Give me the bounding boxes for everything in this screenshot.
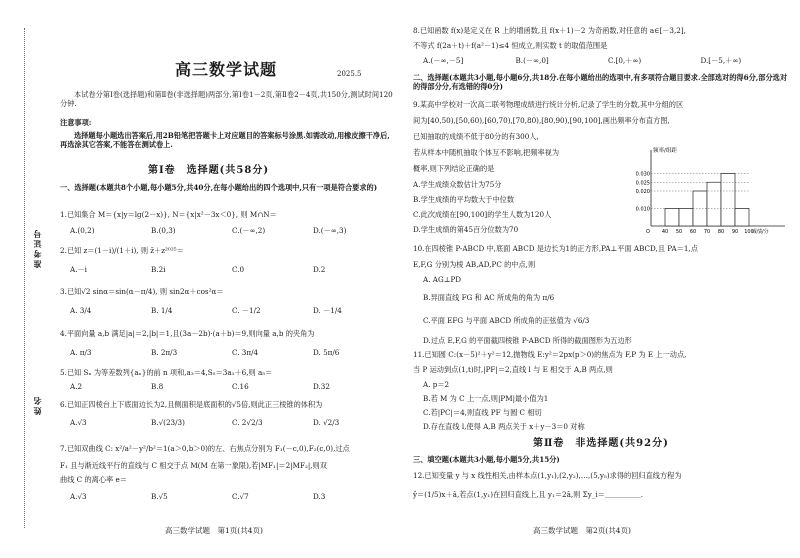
question-9-line-5: 概率,则下列结论正确的是: [413, 164, 495, 173]
part-1-title: 第Ⅰ卷 选择题(共58分): [148, 165, 270, 176]
option: A. AG⊥PD: [423, 275, 462, 284]
option: C.[0,＋∞): [608, 56, 642, 65]
option: A.√3: [70, 418, 87, 427]
x-tick-label: O: [646, 229, 650, 235]
option: A.(0,2): [70, 226, 95, 235]
option: B.(0,3): [151, 226, 176, 235]
y-tick-label: 0.025: [635, 180, 650, 187]
question-6: 6.已知正四棱台上下底面边长为2,且侧面积是底面积的√5倍,则此正三棱锥的体积为: [60, 400, 323, 409]
section-3-heading: 三、填空题(本题共3小题,每小题5分,共15分): [413, 455, 560, 464]
option: A.2: [70, 382, 83, 391]
question-12-line-2: ŷ＝(1/5)x＋â,若点(1,y₁)在回归直线上,且 y₁＝2â,则 Σy_i＝＿＿＿＿＿.: [413, 490, 644, 499]
option: B. 2π/3: [151, 348, 178, 357]
option: B. 1/4: [151, 306, 173, 315]
option: C.16: [232, 382, 249, 391]
x-tick-label: 70: [703, 229, 711, 235]
question-3-options: [70, 306, 394, 315]
option: C. 2√2/3: [232, 418, 263, 427]
option: D. 5π/6: [313, 348, 340, 357]
option: B.2i: [151, 265, 166, 274]
exam-intro: 本试卷分第Ⅰ卷(选择题)和第Ⅱ卷(非选择题)两部分,第Ⅰ卷1－2页,第Ⅱ卷2－4页,共150分,测试时间120分钟.: [60, 90, 393, 109]
x-axis-label: 成绩/分: [752, 229, 769, 235]
question-7-line-1: 7.已知双曲线 C: x²/a²－y²/b²＝1(a＞0,b＞0)的左、右焦点分别为 F₁(－c,0),F₂(c,0),过点: [60, 444, 350, 453]
option: B.学生成绩的平均数大于中位数: [413, 195, 515, 204]
question-7-line-2: F₁ 且与渐近线平行的直线与 C 相交于点 M(M 在第一象限),若|MF₁|＝2|MF₂|,则双: [60, 461, 327, 470]
option: D.过点 E,F,G 的平面截四棱锥 P-ABCD 所得的截面图形为五边形: [423, 336, 632, 345]
exam-date: 2025.5: [337, 70, 362, 78]
page-1-footer: 高三数学试题 第1页(共4页): [165, 526, 263, 535]
option: A.学生成绩众数估计为75分: [413, 180, 502, 189]
question-9-line-2: 间为[40,50),[50,60),[60,70),[70,80),[80,90),[90,100],画出频率分布直方图,: [413, 116, 670, 125]
section-1-heading: 一、选择题(本题共8个小题,每小题5分,共40分,在每小题给出的四个选项中,只有一项是符合要求的): [60, 183, 378, 192]
option: A. 3/4: [70, 306, 92, 315]
option: C.0: [232, 265, 245, 274]
notice-title: 注意事项:: [60, 118, 92, 127]
notice-text: 选择题每小题选出答案后,用2B铅笔把答题卡上对应题目的答案标号涂黑.如需改动,用橡皮擦干净后,再选涂其它答案,不能答在测试卷上.: [60, 131, 390, 150]
question-10-line-1: 10.在四棱锥 P-ABCD 中,底面 ABCD 是边长为1的正方形,PA⊥平面 ABCD,且 PA＝1,点: [413, 244, 698, 253]
page-2: [405, 0, 800, 558]
option: B.若 M 为 C 上一点,则|PM|最小值为1: [423, 394, 549, 403]
question-2-options: [70, 265, 394, 274]
question-8-line-1: 8.已知函数 f(x)是定义在 R 上的增函数,且 f(x＋1)－2 为奇函数,对任意的 a∈[－3,2],: [413, 26, 686, 35]
question-12-line-1: 12.已知变量 y 与 x 线性相关,由样本点(1,y₁),(2,y₂),…,(5,y₅)求得的回归直线方程为: [413, 471, 682, 480]
question-4: 4.平面向量 a,b 满足|a|＝2,|b|＝1,且(3a－2b)·(a＋b)＝9,则向量 a,b 的夹角为: [60, 329, 315, 338]
option: D.存在直线 l,使得 A,B 两点关于 x＋y－3＝0 对称: [423, 422, 585, 431]
histogram-bar: [707, 182, 721, 226]
option: B.8: [151, 382, 164, 391]
binding-margin: [0, 0, 52, 558]
option: C.此次成绩在[90,100]的学生人数为120人: [413, 210, 552, 219]
option: C.若|PC|＝4,则直线 PF 与圆 C 相切: [423, 408, 542, 417]
x-tick-label: 40: [661, 229, 669, 235]
option: D.2: [313, 265, 326, 274]
y-axis-label: 频率/组距: [653, 148, 677, 154]
histogram-bar: [679, 209, 693, 227]
option: B.异面直线 FG 和 AC 所成角的角为 π/6: [423, 293, 555, 302]
option: D.学生成绩的第45百分位数为70: [413, 225, 519, 234]
question-8-line-2: 不等式 f(2a＋t)＋f(a²－1)≤4 恒成立,则实数 t 的取值范围是: [413, 41, 608, 50]
question-9-line-4: 若从样本中随机抽取个体互不影响,把频率视为: [413, 148, 560, 157]
y-tick-label: 0.020: [635, 189, 650, 195]
question-5-options: [70, 382, 394, 391]
page-2-footer: 高三数学试题 第2页(共4页): [533, 526, 631, 535]
question-2: 2.已知 z＝(1－i)/(1＋i), 则 z̄＋z²⁰²⁵＝: [60, 246, 184, 255]
x-tick-label: 50: [675, 229, 683, 235]
name-label: 姓名: [32, 395, 42, 415]
histogram-bar: [665, 209, 679, 227]
question-7-options: [70, 492, 394, 501]
option: B.√5: [151, 492, 168, 501]
option: C.平面 EFG 与平面 ABCD 所成角的正弦值为 √6/3: [423, 316, 590, 325]
question-9-line-1: 9.某高中学校对一次高二联考物理成绩进行统计分析,记录了学生的分数,其中分组的区: [413, 100, 684, 109]
y-tick-label: 0.010: [635, 206, 650, 213]
option: A.√3: [70, 492, 87, 501]
part-2-title: 第Ⅱ卷 非选择题(共92分): [533, 438, 669, 449]
option: A.(－∞,－5]: [423, 56, 464, 65]
question-7-line-3: 曲线 C 的离心率 e＝: [60, 475, 127, 484]
question-1: 1.已知集合 M＝{x|y＝lg(2－x)}, N＝{x|x²－3x＜0}, 则 M∩N＝: [60, 210, 277, 219]
option: A.－i: [70, 265, 87, 274]
option: C.√7: [232, 492, 249, 501]
option: D.3: [313, 492, 326, 501]
x-tick-label: 80: [717, 229, 725, 235]
question-5: 5.已知 Sₙ 为等差数列{aₙ}的前 n 项和,a₃＝4,S₅＝3a₁＋6,则 a₅＝: [60, 368, 273, 377]
option: A. π/3: [70, 348, 92, 357]
histogram-bar: [735, 209, 749, 227]
option: B.(－∞,0]: [515, 56, 549, 65]
question-4-options: [70, 348, 394, 357]
exam-id-label: 准考证号: [32, 228, 42, 268]
exam-title: 高三数学试题: [175, 60, 278, 79]
frequency-histogram: [635, 146, 791, 238]
y-tick-label: 0.030: [635, 171, 650, 178]
option: B.√(23/3): [151, 418, 185, 427]
option: C.(－∞,2): [232, 226, 266, 235]
question-10-line-2: E,F,G 分别为棱 AB,AD,PC 的中点,则: [413, 260, 536, 269]
x-tick-label: 90: [731, 229, 739, 235]
binding-line: [24, 28, 25, 528]
option: A. p＝2: [423, 380, 450, 389]
option: C. 3π/4: [232, 348, 259, 357]
question-9-line-3: 已知抽取的成绩不低于80分的有300人,: [413, 132, 539, 141]
question-11-line-1: 11.已知圆 C:(x－5)²＋y²＝12,抛物线 E:y²＝2px(p＞0)的焦点为 F,P 为 E 上一动点,: [413, 350, 687, 359]
question-6-options: [70, 418, 394, 427]
option: D.32: [313, 382, 330, 391]
option: D.(－∞,3): [313, 226, 347, 235]
question-1-options: [70, 226, 394, 235]
x-tick-label: 100: [744, 229, 754, 235]
question-8-options: [423, 56, 793, 65]
option: C. －1/2: [232, 306, 261, 315]
x-tick-label: 60: [689, 229, 697, 235]
option: D. －1/4: [313, 306, 342, 315]
question-3: 3.已知√2 sinα＝sin(α－π/4), 则 sin2α＋cos²α＝: [60, 287, 224, 296]
option: D.[－5,＋∞): [700, 56, 742, 65]
option: D. √2/3: [313, 418, 340, 427]
question-11-line-2: 当 P 运动到点(1,t)时,|PF|＝2,直线 l 与 E 相交于 A,B 两点,则: [413, 365, 613, 374]
section-2-heading: 二、选择题(本题共3小题,每小题6分,共18分.在每小题给出的选项中,有多项符合题目要求.全部选对的得6分,部分选对的得部分分,有选错的得0分): [413, 73, 788, 92]
histogram-bar: [721, 174, 735, 227]
